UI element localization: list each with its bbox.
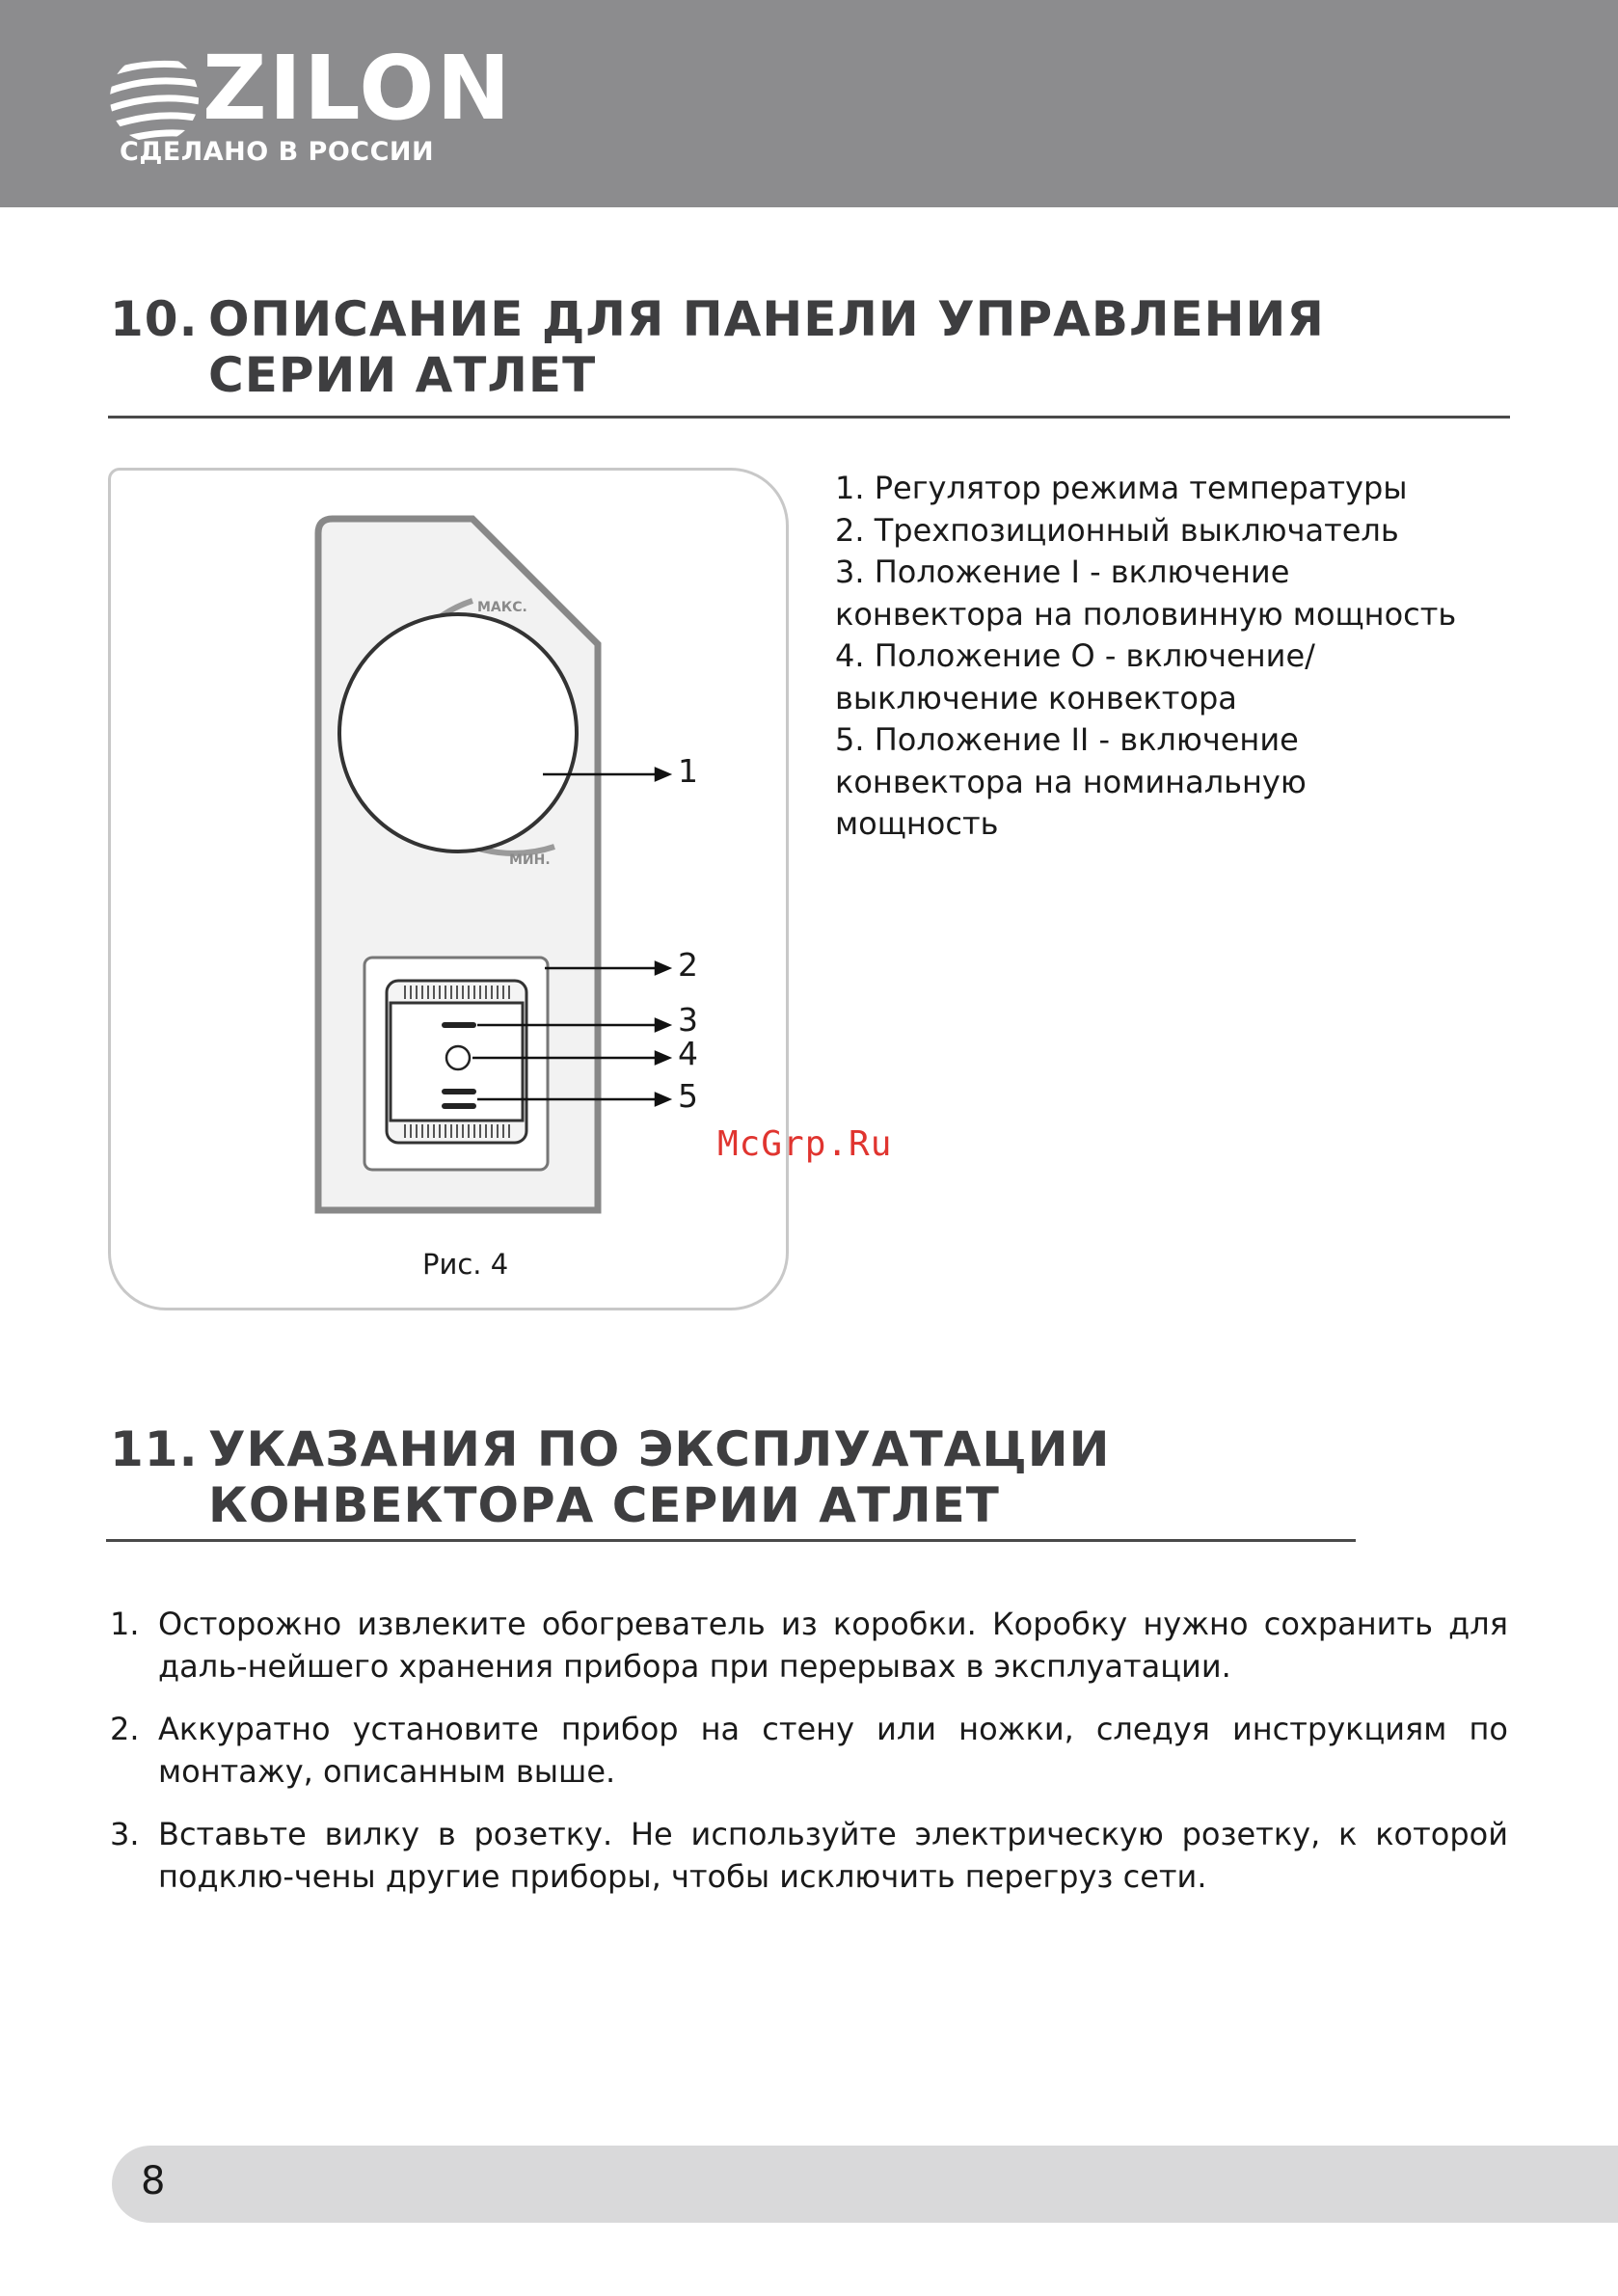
legend-line: 1. Регулятор режима температуры [835, 470, 1408, 506]
legend-line: конвектора на половинную мощность [835, 595, 1457, 633]
instruction-text: Аккуратно установите прибор на стену или ножки, следуя инструкциям по монтажу, описанным выше. [158, 1711, 1508, 1790]
instruction-item [110, 1813, 1508, 1900]
dial-label-max: МАКС. [477, 600, 527, 615]
dial-label-min: МИН. [509, 852, 551, 868]
legend-line: 4. Положение О - включение/ [835, 637, 1315, 674]
legend-line: мощность [835, 805, 999, 842]
section-10-title-line2: СЕРИИ АТЛЕТ [208, 347, 597, 403]
section-11-title-line1: УКАЗАНИЯ ПО ЭКСПЛУАТАЦИИ [208, 1421, 1111, 1477]
instruction-number: 2. [110, 1711, 140, 1747]
instruction-text: Вставьте вилку в розетку. Не используйте электрическую розетку, к которой подклю-чены другие приборы, чтобы исключить перегруз сети. [158, 1816, 1508, 1895]
callout-arrow-1 [656, 769, 669, 780]
instruction-item [110, 1603, 1508, 1689]
temperature-dial [339, 614, 577, 851]
instruction-number: 1. [110, 1606, 140, 1642]
legend-line: выключение конвектора [835, 679, 1237, 716]
instruction-number: 3. [110, 1816, 140, 1852]
instruction-text: Осторожно извлеките обогреватель из коробки. Коробку нужно сохранить для даль-нейшего хранения прибора при перерывах в эксплуатации. [158, 1606, 1508, 1685]
legend-line: конвектора на номинальную [835, 763, 1307, 800]
callout-number-2: 2 [678, 946, 698, 984]
callout-number-3: 3 [678, 1001, 698, 1039]
instruction-item [110, 1708, 1508, 1795]
watermark: McGrp.Ru [717, 1124, 893, 1164]
page-number: 8 [141, 2159, 166, 2203]
section-11-number: 11. [110, 1421, 199, 1477]
callout-number-5: 5 [678, 1077, 698, 1115]
legend-line: 2. Трехпозиционный выключатель [835, 511, 1399, 549]
section-11-rule [106, 1539, 1356, 1542]
logo-wordmark: ZILON [202, 37, 513, 140]
section-11-title-line2: КОНВЕКТОРА СЕРИИ АТЛЕТ [208, 1477, 1000, 1533]
legend-line: 5. Положение II - включение [835, 721, 1299, 758]
callout-arrow-2 [656, 962, 669, 974]
callout-number-4: 4 [678, 1035, 698, 1072]
logo-tagline: СДЕЛАНО В РОССИИ [120, 137, 435, 167]
callout-arrow-5 [656, 1094, 669, 1105]
callout-number-1: 1 [678, 752, 698, 790]
section-10-number: 10. [110, 291, 199, 347]
figure-legend [835, 468, 1597, 846]
section-11-title [110, 1421, 1363, 1537]
switch-face [391, 1003, 523, 1121]
section-10-title-line1: ОПИСАНИЕ ДЛЯ ПАНЕЛИ УПРАВЛЕНИЯ [208, 291, 1325, 347]
footer-bar [112, 2146, 1618, 2223]
figure-caption: Рис. 4 [422, 1248, 509, 1281]
callout-arrow-4 [656, 1052, 669, 1064]
legend-line: 3. Положение I - включение [835, 554, 1290, 590]
callout-arrow-3 [656, 1019, 669, 1031]
